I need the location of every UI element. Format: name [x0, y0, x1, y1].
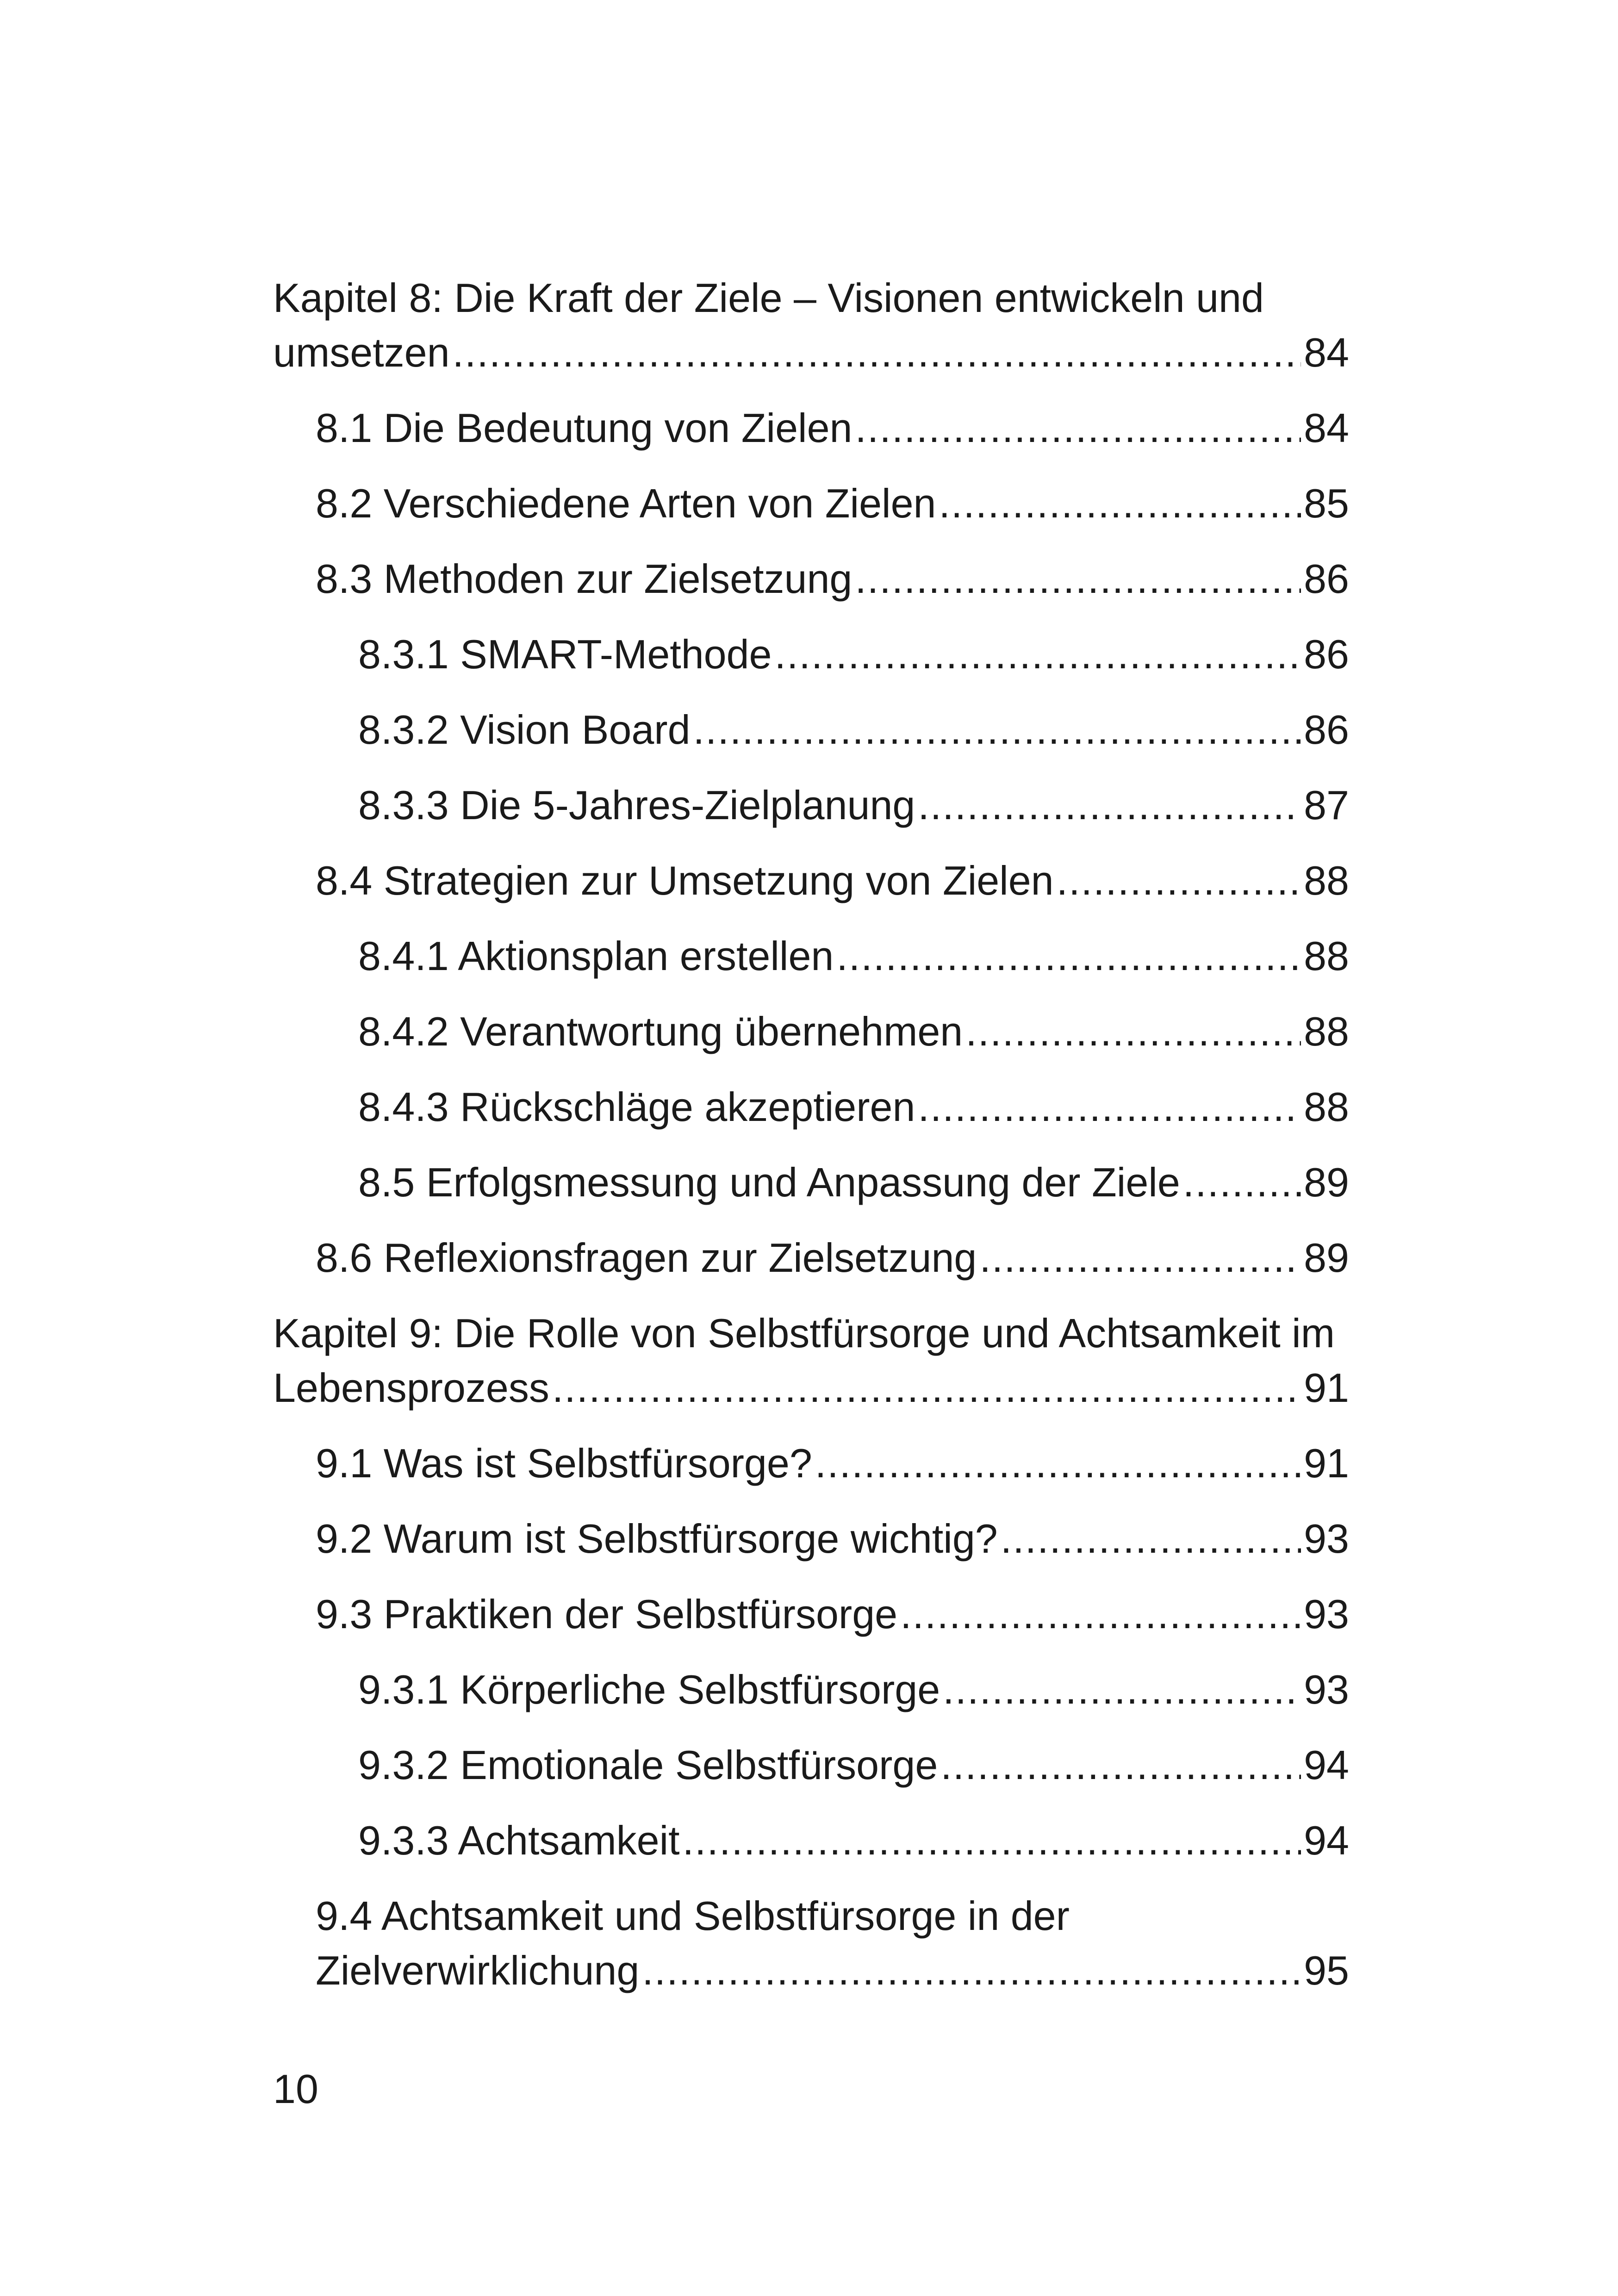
toc-entry-row	[358, 1155, 1349, 1210]
toc-entry-9-3-1	[273, 1662, 1349, 1717]
toc-entry-title: 9.3.3 Achtsamkeit	[358, 1817, 680, 1863]
dot-leader	[940, 1738, 1301, 1792]
toc-entry-page: 86	[1304, 631, 1349, 677]
toc-entry-title: Zielverwirklichung	[316, 1948, 640, 1993]
toc-entry-9-3-3	[273, 1813, 1349, 1868]
dot-leader	[918, 778, 1301, 833]
toc-entry-title: 8.3.1 SMART-Methode	[358, 631, 772, 677]
toc-entry-8-4-2	[273, 1004, 1349, 1059]
toc-entry-page: 89	[1304, 1159, 1349, 1205]
dot-leader	[683, 1813, 1301, 1868]
toc-entry-8-4-1	[273, 929, 1349, 983]
toc-entry-8-2	[273, 476, 1349, 531]
dot-leader	[836, 929, 1301, 983]
toc-entry-title: 9.3.1 Körperliche Selbstfürsorge	[358, 1667, 940, 1712]
toc-entry-page: 84	[1304, 330, 1349, 375]
toc-entry-8-3-2	[273, 703, 1349, 757]
toc-entry-9-2	[273, 1512, 1349, 1566]
dot-leader	[855, 401, 1301, 455]
toc-entry-row	[358, 627, 1349, 682]
toc-entry-page: 88	[1304, 1008, 1349, 1054]
toc-entry-page: 95	[1304, 1948, 1349, 1993]
dot-leader	[943, 1662, 1301, 1717]
table-of-contents	[273, 271, 1349, 2019]
toc-entry-title: 9.1 Was ist Selbstfürsorge?	[316, 1440, 812, 1486]
toc-entry-9-1	[273, 1436, 1349, 1491]
toc-entry-title-line: 9.4 Achtsamkeit und Selbstfürsorge in der	[316, 1893, 1070, 1939]
toc-entry-title: 8.5 Erfolgsmessung und Anpassung der Ziele	[358, 1159, 1180, 1205]
toc-entry-row	[273, 325, 1349, 380]
toc-entry-title: 8.4 Strategien zur Umsetzung von Zielen	[316, 858, 1054, 903]
toc-entry-title-line: Kapitel 8: Die Kraft der Ziele – Visionen entwickeln und	[273, 275, 1264, 321]
toc-entry-row	[316, 476, 1349, 531]
toc-entry-row	[358, 1662, 1349, 1717]
dot-leader	[642, 1943, 1301, 1998]
toc-entry-9-3-2	[273, 1738, 1349, 1792]
toc-entry-page: 85	[1304, 480, 1349, 526]
dot-leader	[939, 476, 1301, 531]
toc-entry-page: 91	[1304, 1365, 1349, 1411]
toc-entry-title-line: Kapitel 9: Die Rolle von Selbstfürsorge und Achtsamkeit im	[273, 1310, 1335, 1356]
dot-leader	[979, 1231, 1301, 1285]
toc-entry-row	[316, 1512, 1349, 1566]
dot-leader	[1057, 853, 1301, 908]
toc-entry-title: 8.4.1 Aktionsplan erstellen	[358, 933, 834, 979]
toc-entry-8-3-3	[273, 778, 1349, 833]
toc-entry-page: 91	[1304, 1440, 1349, 1486]
toc-entry-title: 8.4.2 Verantwortung übernehmen	[358, 1008, 963, 1054]
toc-entry-row	[273, 1361, 1349, 1415]
toc-entry-page: 86	[1304, 707, 1349, 753]
toc-entry-page: 94	[1304, 1742, 1349, 1788]
toc-entry-page: 88	[1304, 1084, 1349, 1130]
toc-entry-8-1	[273, 401, 1349, 455]
toc-entry-8-4	[273, 853, 1349, 908]
dot-leader	[1001, 1512, 1301, 1566]
toc-entry-page: 93	[1304, 1667, 1349, 1712]
toc-entry-page: 93	[1304, 1516, 1349, 1562]
toc-entry-8-6	[273, 1231, 1349, 1285]
toc-entry-8-3-1	[273, 627, 1349, 682]
page-number: 10	[273, 2066, 318, 2112]
toc-entry-row	[358, 1004, 1349, 1059]
toc-entry-title: 8.4.3 Rückschläge akzeptieren	[358, 1084, 915, 1130]
toc-entry-page: 86	[1304, 556, 1349, 602]
toc-entry-title: 8.1 Die Bedeutung von Zielen	[316, 405, 853, 451]
toc-entry-row	[316, 1943, 1349, 1998]
dot-leader	[918, 1080, 1301, 1134]
toc-entry-row	[358, 929, 1349, 983]
toc-entry-row	[316, 853, 1349, 908]
toc-entry-title: Lebensprozess	[273, 1365, 549, 1411]
toc-entry-page: 94	[1304, 1817, 1349, 1863]
toc-entry-title: 9.2 Warum ist Selbstfürsorge wichtig?	[316, 1516, 998, 1562]
toc-entry-page: 87	[1304, 782, 1349, 828]
toc-entry-row	[358, 703, 1349, 757]
dot-leader	[453, 325, 1301, 380]
toc-entry-8-5	[273, 1155, 1349, 1210]
toc-entry-8-4-3	[273, 1080, 1349, 1134]
toc-entry-page: 88	[1304, 858, 1349, 903]
toc-entry-row	[316, 401, 1349, 455]
toc-entry-row	[316, 1231, 1349, 1285]
toc-entry-page: 88	[1304, 933, 1349, 979]
toc-entry-row	[316, 1587, 1349, 1642]
toc-entry-title: 8.6 Reflexionsfragen zur Zielsetzung	[316, 1235, 977, 1281]
toc-entry-title: 8.3.2 Vision Board	[358, 707, 691, 753]
toc-entry-page: 84	[1304, 405, 1349, 451]
dot-leader	[855, 552, 1301, 606]
toc-entry-row	[358, 1080, 1349, 1134]
toc-entry-9-3	[273, 1587, 1349, 1642]
dot-leader	[552, 1361, 1301, 1415]
toc-entry-row	[358, 778, 1349, 833]
toc-entry-page: 89	[1304, 1235, 1349, 1281]
toc-entry-title: 8.3.3 Die 5-Jahres-Zielplanung	[358, 782, 915, 828]
toc-entry-title: 8.2 Verschiedene Arten von Zielen	[316, 480, 936, 526]
toc-entry-row	[358, 1813, 1349, 1868]
dot-leader	[775, 627, 1301, 682]
toc-entry-row	[316, 1436, 1349, 1491]
toc-entry-title: 9.3 Praktiken der Selbstfürsorge	[316, 1591, 898, 1637]
dot-leader	[1183, 1155, 1301, 1210]
toc-entry-chapter-8	[273, 271, 1349, 380]
toc-entry-row	[358, 1738, 1349, 1792]
toc-entry-row	[316, 552, 1349, 606]
dot-leader	[900, 1587, 1301, 1642]
toc-entry-8-3	[273, 552, 1349, 606]
dot-leader	[693, 703, 1301, 757]
dot-leader	[965, 1004, 1301, 1059]
toc-entry-title: 9.3.2 Emotionale Selbstfürsorge	[358, 1742, 938, 1788]
toc-entry-title: 8.3 Methoden zur Zielsetzung	[316, 556, 853, 602]
dot-leader	[815, 1436, 1301, 1491]
toc-entry-page: 93	[1304, 1591, 1349, 1637]
toc-entry-9-4	[273, 1889, 1349, 1998]
toc-entry-title: umsetzen	[273, 330, 450, 375]
toc-entry-chapter-9	[273, 1306, 1349, 1415]
